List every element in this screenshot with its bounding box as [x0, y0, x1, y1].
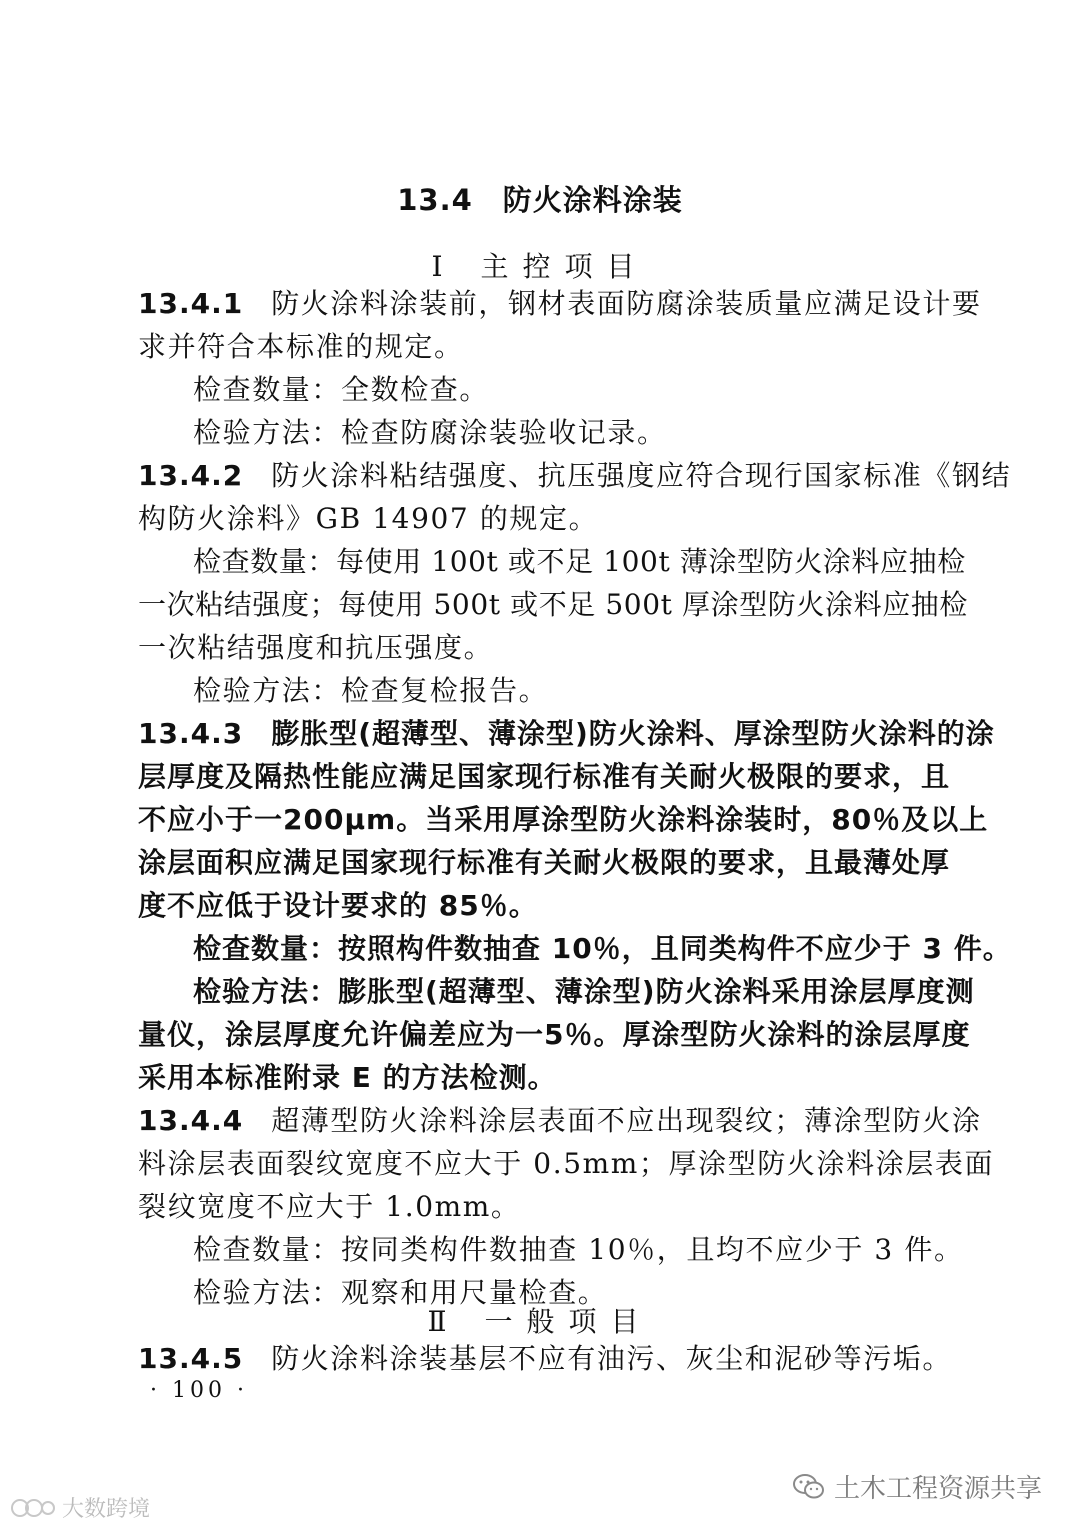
subheading-main-items: [0, 245, 1080, 285]
clause-13-4-2-quantity-line3: 一次粘结强度和抗压强度。: [138, 631, 494, 664]
wechat-icon: [792, 1472, 826, 1502]
watermark-left: [10, 1492, 150, 1523]
clause-13-4-2-line1: 13.4.2 防火涂料粘结强度、抗压强度应符合现行国家标准《钢结: [138, 459, 1012, 492]
section-title: 13.4 防火涂料涂装: [397, 183, 683, 217]
clause-13-4-2-method: 检验方法：检查复检报告。: [193, 674, 549, 707]
watermark-left-text: 大数跨境: [62, 1497, 151, 1522]
watermark-right: [792, 1468, 1042, 1505]
clause-13-4-3-method-line3: 采用本标准附录 E 的方法检测。: [138, 1061, 557, 1094]
subheading-text: 主控项目: [480, 250, 649, 283]
clause-13-4-3-line3: 不应小于一200μm。当采用厚涂型防火涂料涂装时，80％及以上: [138, 803, 989, 836]
clause-13-4-4-quantity: 检查数量：按同类构件数抽查 10％，且均不应少于 3 件。: [193, 1233, 964, 1266]
clause-13-4-2-quantity-line1: 检查数量：每使用 100t 或不足 100t 薄涂型防火涂料应抽检: [193, 545, 966, 578]
logo-icon: [10, 1495, 56, 1521]
clause-13-4-3-line1: 13.4.3 膨胀型(超薄型、薄涂型)防火涂料、厚涂型防火涂料的涂: [138, 717, 995, 750]
clause-number: 13.4.4: [138, 1104, 244, 1137]
clause-13-4-1-quantity: 检查数量：全数检查。: [193, 373, 490, 406]
clause-number: 13.4.2: [138, 459, 244, 492]
clause-13-4-3-line5: 度不应低于设计要求的 85％。: [138, 889, 538, 922]
clause-13-4-1-line1: 13.4.1 防火涂料涂装前，钢材表面防腐涂装质量应满足设计要: [138, 287, 982, 320]
clause-13-4-2-quantity-line2: 一次粘结强度；每使用 500t 或不足 500t 厚涂型防火涂料应抽检: [138, 588, 968, 621]
subheading-numeral: Ⅱ: [427, 1305, 449, 1338]
clause-number: 13.4.5: [138, 1342, 244, 1375]
clause-13-4-3-line2: 层厚度及隔热性能应满足国家现行标准有关耐火极限的要求，且: [138, 760, 951, 793]
page-number: · 100 ·: [150, 1378, 248, 1403]
clause-13-4-1-line2: 求并符合本标准的规定。: [138, 330, 464, 363]
clause-13-4-4-method: 检验方法：观察和用尺量检查。: [193, 1276, 608, 1309]
subheading-general-items: [0, 1300, 1080, 1340]
subheading-numeral: Ⅰ: [431, 250, 445, 283]
clause-13-4-4-line1: 13.4.4 超薄型防火涂料涂层表面不应出现裂纹；薄涂型防火涂: [138, 1104, 982, 1137]
clause-13-4-3-line4: 涂层面积应满足国家现行标准有关耐火极限的要求，且最薄处厚: [138, 846, 951, 879]
clause-13-4-5-line1: 13.4.5 防火涂料涂装基层不应有油污、灰尘和泥砂等污垢。: [138, 1342, 953, 1375]
clause-13-4-3-method-line1: 检验方法：膨胀型(超薄型、薄涂型)防火涂料采用涂层厚度测: [193, 975, 975, 1008]
clause-number: 13.4.1: [138, 287, 244, 320]
clause-13-4-4-line3: 裂纹宽度不应大于 1.0mm。: [138, 1190, 521, 1223]
clause-number: 13.4.3: [138, 717, 244, 750]
subheading-text: 一般项目: [484, 1305, 653, 1338]
clause-13-4-3-method-line2: 量仪，涂层厚度允许偏差应为一5％。厚涂型防火涂料的涂层厚度: [138, 1018, 971, 1051]
clause-13-4-4-line2: 料涂层表面裂纹宽度不应大于 0.5mm；厚涂型防火涂料涂层表面: [138, 1147, 995, 1180]
clause-13-4-2-line2: 构防火涂料》GB 14907 的规定。: [138, 502, 599, 535]
watermark-right-text: 土木工程资源共享: [833, 1474, 1042, 1504]
clause-13-4-3-quantity: 检查数量：按照构件数抽查 10％，且同类构件不应少于 3 件。: [193, 932, 1012, 965]
clause-13-4-1-method: 检验方法：检查防腐涂装验收记录。: [193, 416, 667, 449]
